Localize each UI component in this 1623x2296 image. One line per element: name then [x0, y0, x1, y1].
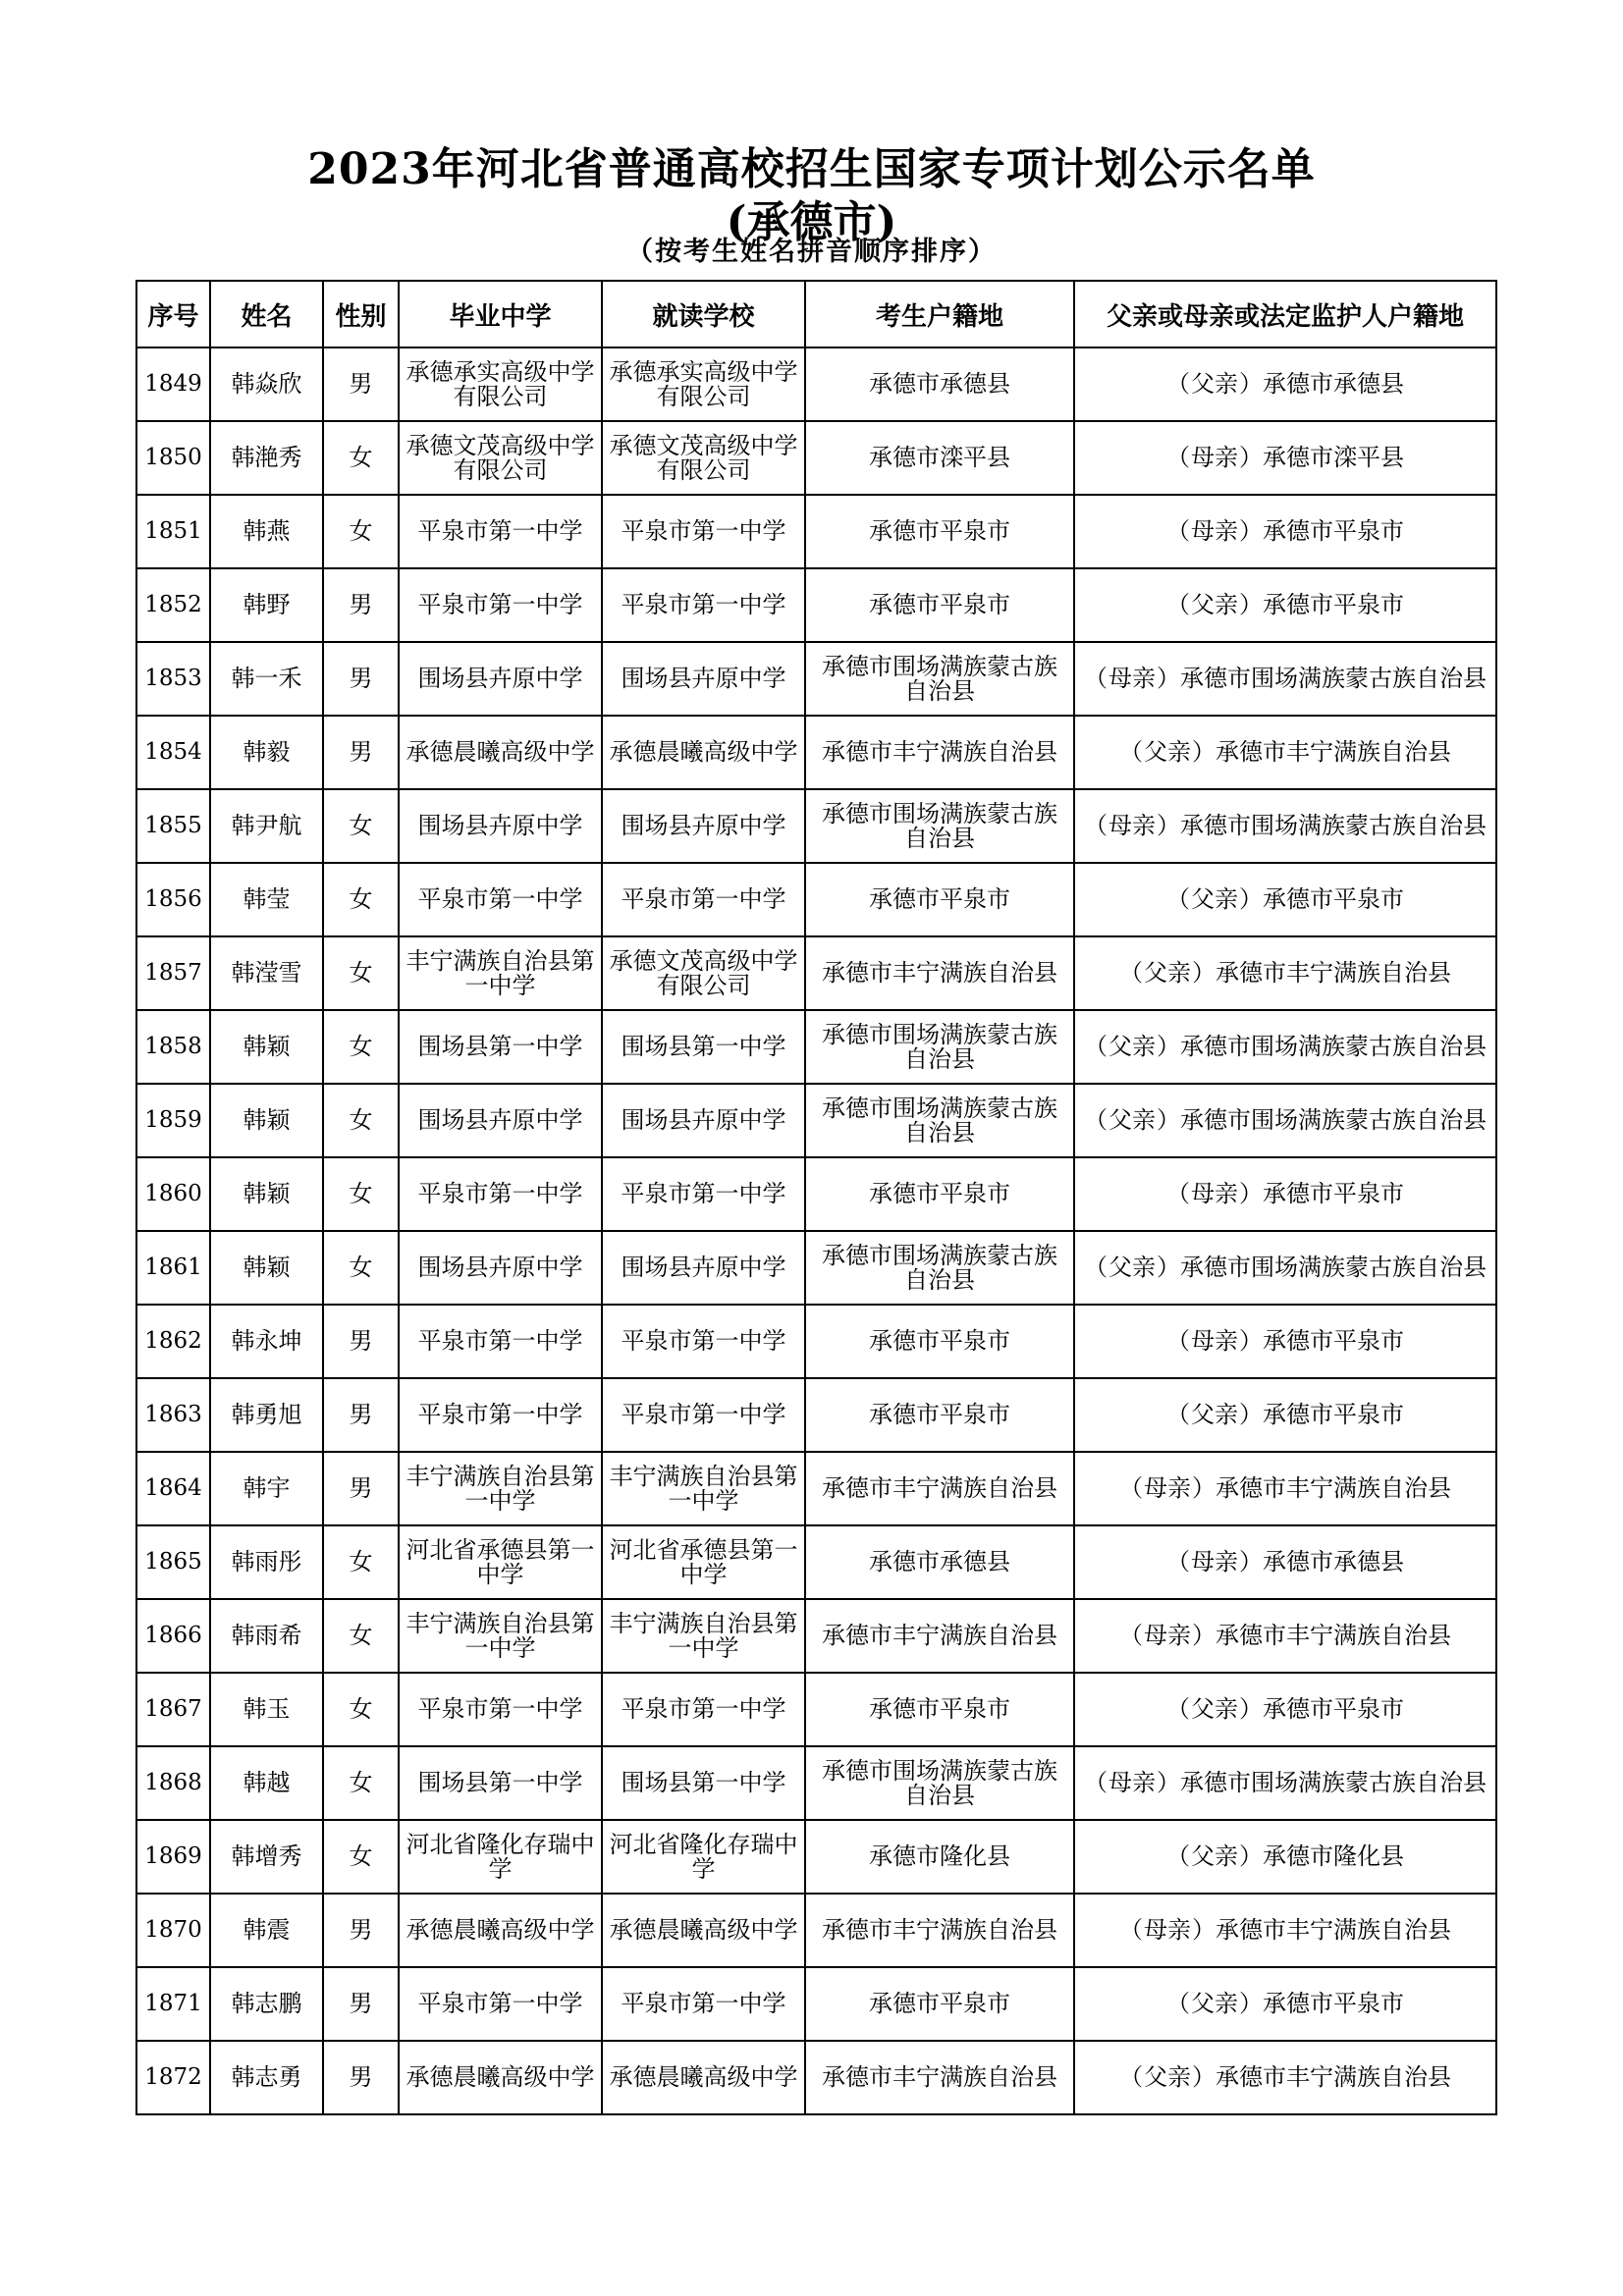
- row-hukou: 承德市丰宁满族自治县: [805, 936, 1074, 1010]
- guardian-relation: 母亲: [1109, 665, 1156, 692]
- row-study-school: 承德文茂高级中学有限公司: [602, 421, 805, 495]
- table-row: [136, 716, 1496, 789]
- guardian-place: 承德市平泉市: [1263, 517, 1404, 545]
- header-gender: 性别: [323, 281, 399, 347]
- row-study-school: 围场县第一中学: [602, 1746, 805, 1820]
- row-name: 韩越: [210, 1746, 323, 1820]
- guardian-place: 承德市承德县: [1263, 370, 1404, 398]
- row-study-school: 平泉市第一中学: [602, 1157, 805, 1231]
- row-seq: 1854: [136, 716, 210, 789]
- guardian-relation: 母亲: [1144, 1916, 1191, 1944]
- row-study-school: 河北省承德县第一中学: [602, 1525, 805, 1599]
- row-grad-school: 丰宁满族自治县第一中学: [399, 936, 602, 1010]
- guardian-relation: 父亲: [1191, 1842, 1238, 1870]
- guardian-place: 承德市平泉市: [1263, 591, 1404, 618]
- row-grad-school: 平泉市第一中学: [399, 1967, 602, 2041]
- table-row: [136, 1599, 1496, 1673]
- row-guardian-hukou: （母亲）承德市丰宁满族自治县: [1074, 1452, 1496, 1525]
- row-grad-school: 平泉市第一中学: [399, 1378, 602, 1452]
- row-guardian-hukou: （母亲）承德市围场满族蒙古族自治县: [1074, 642, 1496, 716]
- row-grad-school: 承德承实高级中学有限公司: [399, 347, 602, 421]
- row-name: 韩毅: [210, 716, 323, 789]
- row-gender: 男: [323, 2041, 399, 2114]
- row-gender: 男: [323, 1452, 399, 1525]
- row-gender: 男: [323, 1967, 399, 2041]
- row-study-school: 承德文茂高级中学有限公司: [602, 936, 805, 1010]
- table-row: [136, 1894, 1496, 1967]
- row-study-school: 承德晨曦高级中学: [602, 1894, 805, 1967]
- row-hukou: 承德市平泉市: [805, 1157, 1074, 1231]
- row-seq: 1866: [136, 1599, 210, 1673]
- row-hukou: 承德市平泉市: [805, 568, 1074, 642]
- row-name: 韩燕: [210, 495, 323, 568]
- row-study-school: 承德晨曦高级中学: [602, 716, 805, 789]
- guardian-relation: 父亲: [1109, 1254, 1156, 1281]
- guardian-place: 承德市围场满族蒙古族自治县: [1180, 1769, 1487, 1796]
- table-row: [136, 1820, 1496, 1894]
- table-row: [136, 1305, 1496, 1378]
- row-hukou: 承德市丰宁满族自治县: [805, 1599, 1074, 1673]
- guardian-relation: 母亲: [1191, 1548, 1238, 1575]
- row-gender: 女: [323, 1231, 399, 1305]
- row-grad-school: 承德文茂高级中学有限公司: [399, 421, 602, 495]
- row-study-school: 平泉市第一中学: [602, 1967, 805, 2041]
- row-seq: 1852: [136, 568, 210, 642]
- row-hukou: 承德市围场满族蒙古族自治县: [805, 789, 1074, 863]
- row-study-school: 围场县卉原中学: [602, 642, 805, 716]
- table-row: [136, 1157, 1496, 1231]
- row-grad-school: 围场县卉原中学: [399, 1084, 602, 1157]
- table-row: [136, 347, 1496, 421]
- row-hukou: 承德市平泉市: [805, 863, 1074, 936]
- row-grad-school: 围场县卉原中学: [399, 1231, 602, 1305]
- guardian-relation: 母亲: [1191, 1327, 1238, 1355]
- row-name: 韩颖: [210, 1231, 323, 1305]
- row-gender: 女: [323, 495, 399, 568]
- row-seq: 1855: [136, 789, 210, 863]
- row-study-school: 平泉市第一中学: [602, 568, 805, 642]
- guardian-relation: 母亲: [1191, 517, 1238, 545]
- row-study-school: 围场县卉原中学: [602, 1231, 805, 1305]
- row-study-school: 围场县卉原中学: [602, 1084, 805, 1157]
- row-name: 韩尹航: [210, 789, 323, 863]
- guardian-place: 承德市隆化县: [1263, 1842, 1404, 1870]
- row-hukou: 承德市平泉市: [805, 1305, 1074, 1378]
- row-guardian-hukou: （母亲）承德市围场满族蒙古族自治县: [1074, 789, 1496, 863]
- row-seq: 1862: [136, 1305, 210, 1378]
- guardian-relation: 父亲: [1191, 1401, 1238, 1428]
- row-guardian-hukou: （母亲）承德市承德县: [1074, 1525, 1496, 1599]
- row-guardian-hukou: （父亲）承德市隆化县: [1074, 1820, 1496, 1894]
- row-seq: 1871: [136, 1967, 210, 2041]
- table-row: [136, 863, 1496, 936]
- guardian-relation: 父亲: [1109, 1106, 1156, 1134]
- row-hukou: 承德市丰宁满族自治县: [805, 716, 1074, 789]
- row-name: 韩颖: [210, 1010, 323, 1084]
- row-guardian-hukou: （母亲）承德市丰宁满族自治县: [1074, 1894, 1496, 1967]
- row-seq: 1850: [136, 421, 210, 495]
- guardian-place: 承德市丰宁满族自治县: [1216, 1474, 1451, 1502]
- row-gender: 男: [323, 1305, 399, 1378]
- row-seq: 1868: [136, 1746, 210, 1820]
- guardian-place: 承德市丰宁满族自治县: [1216, 2063, 1451, 2091]
- row-study-school: 平泉市第一中学: [602, 863, 805, 936]
- row-name: 韩滟秀: [210, 421, 323, 495]
- guardian-relation: 母亲: [1109, 1769, 1156, 1796]
- guardian-place: 承德市围场满族蒙古族自治县: [1180, 812, 1487, 839]
- row-name: 韩滢雪: [210, 936, 323, 1010]
- row-gender: 男: [323, 568, 399, 642]
- row-study-school: 围场县卉原中学: [602, 789, 805, 863]
- row-gender: 女: [323, 1157, 399, 1231]
- row-gender: 女: [323, 1599, 399, 1673]
- header-name: 姓名: [210, 281, 323, 347]
- row-name: 韩一禾: [210, 642, 323, 716]
- table-row: [136, 2041, 1496, 2114]
- table-row: [136, 1231, 1496, 1305]
- row-grad-school: 围场县卉原中学: [399, 789, 602, 863]
- guardian-place: 承德市围场满族蒙古族自治县: [1180, 1254, 1487, 1281]
- row-seq: 1867: [136, 1673, 210, 1746]
- roster-table: [135, 280, 1497, 2115]
- table-row: [136, 1084, 1496, 1157]
- row-grad-school: 河北省承德县第一中学: [399, 1525, 602, 1599]
- header-study-school: 就读学校: [602, 281, 805, 347]
- row-hukou: 承德市平泉市: [805, 1967, 1074, 2041]
- row-study-school: 平泉市第一中学: [602, 1378, 805, 1452]
- guardian-place: 承德市丰宁满族自治县: [1216, 1622, 1451, 1649]
- table-row: [136, 642, 1496, 716]
- row-guardian-hukou: （母亲）承德市平泉市: [1074, 1305, 1496, 1378]
- row-hukou: 承德市丰宁满族自治县: [805, 1452, 1074, 1525]
- row-study-school: 河北省隆化存瑞中学: [602, 1820, 805, 1894]
- row-gender: 女: [323, 1673, 399, 1746]
- row-guardian-hukou: （父亲）承德市平泉市: [1074, 568, 1496, 642]
- row-hukou: 承德市丰宁满族自治县: [805, 1894, 1074, 1967]
- guardian-place: 承德市围场满族蒙古族自治县: [1180, 1033, 1487, 1060]
- table-row: [136, 1010, 1496, 1084]
- header-seq: 序号: [136, 281, 210, 347]
- row-seq: 1864: [136, 1452, 210, 1525]
- row-study-school: 围场县第一中学: [602, 1010, 805, 1084]
- row-grad-school: 平泉市第一中学: [399, 495, 602, 568]
- guardian-place: 承德市平泉市: [1263, 1695, 1404, 1723]
- row-name: 韩莹: [210, 863, 323, 936]
- row-name: 韩雨希: [210, 1599, 323, 1673]
- table-row: [136, 1967, 1496, 2041]
- guardian-place: 承德市滦平县: [1263, 444, 1404, 471]
- row-gender: 女: [323, 936, 399, 1010]
- guardian-place: 承德市承德县: [1263, 1548, 1404, 1575]
- row-name: 韩颖: [210, 1084, 323, 1157]
- row-guardian-hukou: （父亲）承德市丰宁满族自治县: [1074, 716, 1496, 789]
- row-seq: 1857: [136, 936, 210, 1010]
- guardian-relation: 母亲: [1191, 444, 1238, 471]
- row-study-school: 承德承实高级中学有限公司: [602, 347, 805, 421]
- guardian-place: 承德市平泉市: [1263, 885, 1404, 913]
- row-guardian-hukou: （母亲）承德市平泉市: [1074, 1157, 1496, 1231]
- sort-note: （按考生姓名拼音顺序排序）: [626, 237, 997, 267]
- row-guardian-hukou: （父亲）承德市平泉市: [1074, 1967, 1496, 2041]
- guardian-relation: 母亲: [1144, 1474, 1191, 1502]
- row-guardian-hukou: （父亲）承德市平泉市: [1074, 1378, 1496, 1452]
- row-name: 韩震: [210, 1894, 323, 1967]
- row-seq: 1863: [136, 1378, 210, 1452]
- row-name: 韩永坤: [210, 1305, 323, 1378]
- row-gender: 男: [323, 716, 399, 789]
- row-hukou: 承德市围场满族蒙古族自治县: [805, 1010, 1074, 1084]
- table-row: [136, 936, 1496, 1010]
- row-hukou: 承德市围场满族蒙古族自治县: [805, 642, 1074, 716]
- table-row: [136, 1746, 1496, 1820]
- guardian-relation: 父亲: [1191, 591, 1238, 618]
- row-guardian-hukou: （父亲）承德市围场满族蒙古族自治县: [1074, 1084, 1496, 1157]
- guardian-place: 承德市丰宁满族自治县: [1216, 738, 1451, 766]
- row-grad-school: 丰宁满族自治县第一中学: [399, 1599, 602, 1673]
- table-row: [136, 568, 1496, 642]
- table-header-row: [136, 281, 1496, 347]
- table-row: [136, 495, 1496, 568]
- row-seq: 1851: [136, 495, 210, 568]
- guardian-relation: 父亲: [1191, 1990, 1238, 2017]
- guardian-relation: 父亲: [1191, 885, 1238, 913]
- row-name: 韩雨彤: [210, 1525, 323, 1599]
- row-hukou: 承德市围场满族蒙古族自治县: [805, 1231, 1074, 1305]
- row-hukou: 承德市隆化县: [805, 1820, 1074, 1894]
- row-hukou: 承德市滦平县: [805, 421, 1074, 495]
- row-gender: 女: [323, 1820, 399, 1894]
- row-grad-school: 承德晨曦高级中学: [399, 2041, 602, 2114]
- row-seq: 1849: [136, 347, 210, 421]
- row-hukou: 承德市平泉市: [805, 495, 1074, 568]
- row-seq: 1870: [136, 1894, 210, 1967]
- header-grad-school: 毕业中学: [399, 281, 602, 347]
- row-name: 韩颖: [210, 1157, 323, 1231]
- row-gender: 女: [323, 1010, 399, 1084]
- guardian-place: 承德市围场满族蒙古族自治县: [1180, 1106, 1487, 1134]
- row-grad-school: 平泉市第一中学: [399, 1157, 602, 1231]
- row-guardian-hukou: （母亲）承德市丰宁满族自治县: [1074, 1599, 1496, 1673]
- row-gender: 女: [323, 789, 399, 863]
- row-gender: 男: [323, 347, 399, 421]
- guardian-place: 承德市丰宁满族自治县: [1216, 1916, 1451, 1944]
- row-guardian-hukou: （父亲）承德市围场满族蒙古族自治县: [1074, 1231, 1496, 1305]
- row-seq: 1861: [136, 1231, 210, 1305]
- table-row: [136, 789, 1496, 863]
- row-study-school: 平泉市第一中学: [602, 495, 805, 568]
- row-seq: 1860: [136, 1157, 210, 1231]
- row-hukou: 承德市围场满族蒙古族自治县: [805, 1084, 1074, 1157]
- guardian-relation: 父亲: [1144, 2063, 1191, 2091]
- guardian-relation: 父亲: [1109, 1033, 1156, 1060]
- row-grad-school: 承德晨曦高级中学: [399, 716, 602, 789]
- table-row: [136, 421, 1496, 495]
- guardian-place: 承德市平泉市: [1263, 1401, 1404, 1428]
- header-hukou: 考生户籍地: [805, 281, 1074, 347]
- row-seq: 1856: [136, 863, 210, 936]
- document-subtitle: (承德市): [726, 197, 897, 247]
- table-row: [136, 1673, 1496, 1746]
- row-seq: 1872: [136, 2041, 210, 2114]
- row-study-school: 丰宁满族自治县第一中学: [602, 1599, 805, 1673]
- row-hukou: 承德市平泉市: [805, 1673, 1074, 1746]
- row-grad-school: 承德晨曦高级中学: [399, 1894, 602, 1967]
- row-gender: 男: [323, 1378, 399, 1452]
- row-guardian-hukou: （父亲）承德市围场满族蒙古族自治县: [1074, 1010, 1496, 1084]
- row-gender: 女: [323, 421, 399, 495]
- row-hukou: 承德市丰宁满族自治县: [805, 2041, 1074, 2114]
- table-row: [136, 1525, 1496, 1599]
- row-hukou: 承德市承德县: [805, 347, 1074, 421]
- table-row: [136, 1378, 1496, 1452]
- row-seq: 1859: [136, 1084, 210, 1157]
- guardian-place: 承德市平泉市: [1263, 1180, 1404, 1207]
- row-gender: 男: [323, 1894, 399, 1967]
- row-guardian-hukou: （父亲）承德市丰宁满族自治县: [1074, 2041, 1496, 2114]
- row-name: 韩焱欣: [210, 347, 323, 421]
- guardian-place: 承德市围场满族蒙古族自治县: [1180, 665, 1487, 692]
- row-grad-school: 河北省隆化存瑞中学: [399, 1820, 602, 1894]
- row-grad-school: 围场县卉原中学: [399, 642, 602, 716]
- row-seq: 1858: [136, 1010, 210, 1084]
- row-name: 韩玉: [210, 1673, 323, 1746]
- row-guardian-hukou: （母亲）承德市滦平县: [1074, 421, 1496, 495]
- guardian-relation: 母亲: [1191, 1180, 1238, 1207]
- guardian-relation: 母亲: [1109, 812, 1156, 839]
- row-name: 韩勇旭: [210, 1378, 323, 1452]
- row-seq: 1865: [136, 1525, 210, 1599]
- row-seq: 1869: [136, 1820, 210, 1894]
- table-row: [136, 1452, 1496, 1525]
- row-guardian-hukou: （母亲）承德市围场满族蒙古族自治县: [1074, 1746, 1496, 1820]
- row-grad-school: 丰宁满族自治县第一中学: [399, 1452, 602, 1525]
- row-grad-school: 平泉市第一中学: [399, 1305, 602, 1378]
- row-study-school: 承德晨曦高级中学: [602, 2041, 805, 2114]
- document-title: 2023年河北省普通高校招生国家专项计划公示名单: [307, 144, 1316, 194]
- row-gender: 女: [323, 1084, 399, 1157]
- guardian-relation: 父亲: [1191, 370, 1238, 398]
- row-gender: 女: [323, 1525, 399, 1599]
- row-hukou: 承德市平泉市: [805, 1378, 1074, 1452]
- guardian-relation: 父亲: [1144, 959, 1191, 987]
- header-guardian-hukou: 父亲或母亲或法定监护人户籍地: [1074, 281, 1496, 347]
- row-study-school: 平泉市第一中学: [602, 1305, 805, 1378]
- row-grad-school: 平泉市第一中学: [399, 863, 602, 936]
- row-gender: 女: [323, 863, 399, 936]
- row-grad-school: 平泉市第一中学: [399, 1673, 602, 1746]
- row-grad-school: 围场县第一中学: [399, 1746, 602, 1820]
- row-name: 韩宇: [210, 1452, 323, 1525]
- row-guardian-hukou: （父亲）承德市平泉市: [1074, 863, 1496, 936]
- guardian-place: 承德市平泉市: [1263, 1990, 1404, 2017]
- guardian-place: 承德市平泉市: [1263, 1327, 1404, 1355]
- guardian-relation: 母亲: [1144, 1622, 1191, 1649]
- row-gender: 女: [323, 1746, 399, 1820]
- row-name: 韩志勇: [210, 2041, 323, 2114]
- row-guardian-hukou: （父亲）承德市承德县: [1074, 347, 1496, 421]
- row-hukou: 承德市围场满族蒙古族自治县: [805, 1746, 1074, 1820]
- row-grad-school: 围场县第一中学: [399, 1010, 602, 1084]
- row-study-school: 丰宁满族自治县第一中学: [602, 1452, 805, 1525]
- row-seq: 1853: [136, 642, 210, 716]
- guardian-place: 承德市丰宁满族自治县: [1216, 959, 1451, 987]
- row-guardian-hukou: （父亲）承德市平泉市: [1074, 1673, 1496, 1746]
- guardian-relation: 父亲: [1144, 738, 1191, 766]
- row-name: 韩野: [210, 568, 323, 642]
- row-name: 韩志鹏: [210, 1967, 323, 2041]
- guardian-relation: 父亲: [1191, 1695, 1238, 1723]
- row-hukou: 承德市承德县: [805, 1525, 1074, 1599]
- row-name: 韩增秀: [210, 1820, 323, 1894]
- row-guardian-hukou: （母亲）承德市平泉市: [1074, 495, 1496, 568]
- row-grad-school: 平泉市第一中学: [399, 568, 602, 642]
- row-study-school: 平泉市第一中学: [602, 1673, 805, 1746]
- row-gender: 男: [323, 642, 399, 716]
- row-guardian-hukou: （父亲）承德市丰宁满族自治县: [1074, 936, 1496, 1010]
